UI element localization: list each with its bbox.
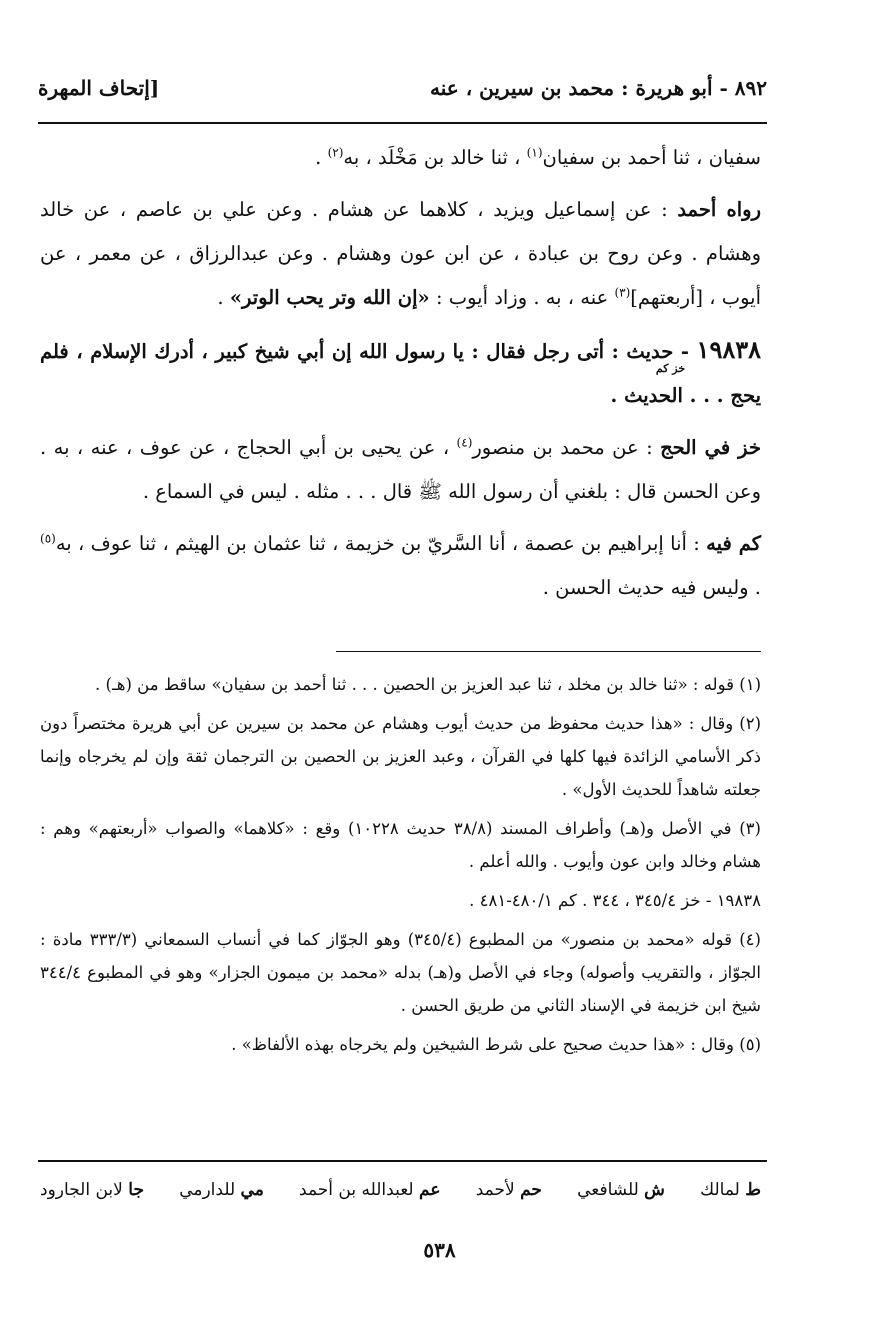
source-lead: خز في الحج bbox=[660, 436, 761, 459]
quoted-addition: «إن الله وتر يحب الوتر» bbox=[229, 286, 430, 309]
paragraph-1 bbox=[40, 136, 761, 180]
legend-item bbox=[40, 1180, 144, 1200]
text-run: : عن محمد بن منصور bbox=[472, 436, 661, 459]
legend-name: لأحمد bbox=[475, 1180, 515, 1200]
hadith-heading bbox=[40, 328, 761, 418]
legend-name: لعبدالله بن أحمد bbox=[299, 1180, 414, 1200]
legend-code: ش bbox=[644, 1180, 665, 1200]
legend-code: جا bbox=[128, 1180, 144, 1200]
footnotes bbox=[40, 668, 761, 1067]
legend-item bbox=[577, 1180, 665, 1200]
footnote-reference-line: ١٩٨٣٨ - خز ٣٤٥/٤ ، ٣٤٤ . كم ٤٨٠/١-٤٨١ . bbox=[469, 891, 761, 910]
legend-code: عم bbox=[419, 1180, 441, 1200]
footnote-ref: (٥) bbox=[40, 531, 56, 546]
legend-name: للشافعي bbox=[577, 1180, 639, 1200]
page-number: ٥٣٨ bbox=[423, 1238, 456, 1262]
source-lead: كم فيه bbox=[706, 532, 761, 555]
text-run: . bbox=[315, 146, 328, 169]
footnote-ref: (٢) bbox=[327, 145, 344, 160]
paragraph-2 bbox=[40, 188, 761, 320]
footnote-4: (٤) قوله «محمد بن منصور» من المطبوع (٣٤٥/٤) وهو الجوّاز كما في أنساب السمعاني (٣٣٣/٣ مادة : الجوّاز ، والتقريب وأصوله) وجاء في الأصل و(هـ) بدله «محمد بن ميمون الجزار» وهو في المطبوع ٣٤٤/٤ شيخ ابن خزيمة في الإسناد الثاني من طريق الحسن . bbox=[40, 930, 761, 1015]
legend-item bbox=[700, 1180, 761, 1200]
text-run: سفيان ، ثنا أحمد بن سفيان bbox=[542, 146, 761, 169]
legend-divider bbox=[38, 1160, 767, 1162]
footnote-ref: (١) bbox=[526, 145, 543, 160]
footnote-5: (٥) وقال : «هذا حديث صحيح على شرط الشيخين ولم يخرجاه بهذه الألفاظ» . bbox=[231, 1035, 761, 1054]
text-run: ، عن يحيى بن أبي الحجاج ، عن عوف ، عنه ، به . وعن الحسن قال : بلغني أن رسول الله ﷺ قال . . . مثله . ليس في السماع . bbox=[40, 436, 761, 503]
footnote-ref: (٣) bbox=[614, 285, 631, 300]
text-run: ، ثنا خالد بن مَخْلَد ، به bbox=[343, 146, 527, 169]
legend-item bbox=[179, 1180, 264, 1200]
legend-name: لمالك bbox=[700, 1180, 740, 1200]
footnote-1: (١) قوله : «ثنا خالد بن مخلد ، ثنا عبد العزيز بن الحصين . . . ثنا أحمد بن سفيان» ساقط من (هـ) . bbox=[95, 675, 761, 694]
hadith-number: ١٩٨٣٨ bbox=[696, 335, 761, 364]
header-book-title: [إتحاف المهرة bbox=[38, 76, 160, 100]
hadith-text: - حديث : أتى رجل فقال : يا رسول الله إن أبي شيخ كبير ، أدرك الإسلام ، فلم يحج . . . الحديث . bbox=[40, 340, 761, 407]
source-lead: رواه أحمد bbox=[677, 198, 761, 221]
main-text bbox=[40, 136, 761, 618]
legend-item bbox=[476, 1180, 542, 1200]
legend-code: مي bbox=[240, 1180, 264, 1200]
hadith-sigla: خز كم bbox=[655, 362, 686, 375]
page-header bbox=[38, 68, 767, 108]
legend-code: ط bbox=[745, 1180, 761, 1200]
text-run: عنه ، به . وزاد أيوب : bbox=[429, 286, 615, 309]
legend-code: حم bbox=[520, 1180, 542, 1200]
text-run: : أنا إبراهيم بن عصمة ، أنا السَّريّ بن خزيمة ، ثنا عثمان بن الهيثم ، ثنا عوف ، به bbox=[55, 532, 707, 555]
paragraph-4 bbox=[40, 426, 761, 514]
text-run: : عن إسماعيل ويزيد ، كلاهما عن هشام . وعن علي بن عاصم ، عن خالد وهشام . وعن روح بن عبادة ، عن ابن عون وهشام . وعن عبدالرزاق ، عن معمر ، عن أيوب ، [أربعتهم] bbox=[40, 198, 761, 309]
legend-name: لابن الجارود bbox=[40, 1180, 123, 1200]
legend-item bbox=[299, 1180, 440, 1200]
header-divider bbox=[38, 122, 767, 124]
footnote-2: (٢) وقال : «هذا حديث محفوظ من حديث أيوب وهشام عن محمد بن سيرين عن أبي هريرة مختصراً دون ذكر الأسامي الزائدة فيها كلها في القرآن ، وعبد العزيز بن الحصين بن الترجمان ثقة وإن لم يخرجاه وإنما جعلته شاهداً للحديث الأول» . bbox=[40, 714, 761, 799]
header-chapter-title: ٨٩٢ - أبو هريرة : محمد بن سيرين ، عنه bbox=[430, 76, 767, 100]
text-run: . bbox=[217, 286, 230, 309]
footnote-3: (٣) في الأصل و(هـ) وأطراف المسند (٣٨/٨ حديث ١٠٢٢٨) وقع : «كلاهما» والصواب «أربعتهم» وهم : هشام وخالد وابن عون وأيوب . والله أعلم . bbox=[40, 819, 761, 871]
text-run: . وليس فيه حديث الحسن . bbox=[542, 576, 761, 599]
abbreviation-legend bbox=[40, 1172, 761, 1208]
paragraph-5 bbox=[40, 522, 761, 610]
footnote-ref: (٤) bbox=[456, 435, 473, 450]
legend-name: للدارمي bbox=[179, 1180, 236, 1200]
footnote-divider bbox=[336, 651, 761, 652]
